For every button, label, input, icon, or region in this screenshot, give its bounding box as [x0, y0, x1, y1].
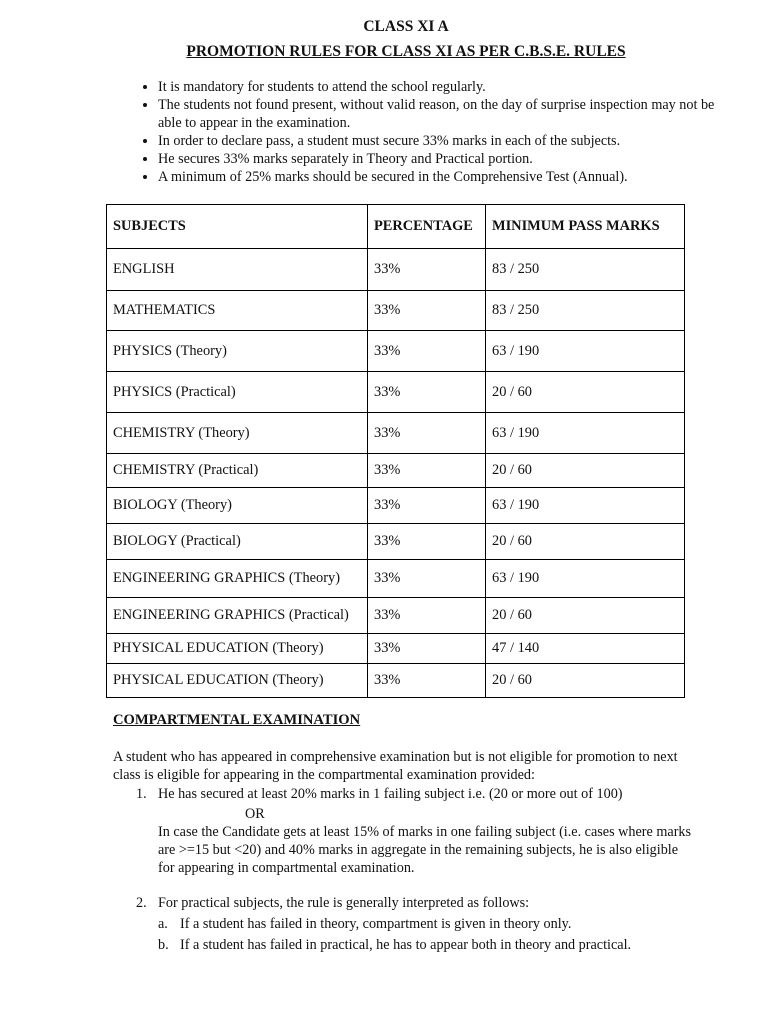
table-row [107, 372, 685, 413]
pass-marks-cell: 63 / 190 [486, 331, 685, 372]
pass-marks-table [106, 204, 685, 698]
subject-cell: PHYSICS (Practical) [107, 372, 368, 413]
pass-marks-cell: 20 / 60 [486, 664, 685, 698]
percentage-cell: 33% [368, 372, 486, 413]
item-number: 2. [136, 895, 147, 911]
page-subtitle: PROMOTION RULES FOR CLASS XI AS PER C.B.S.E. RULES [186, 43, 626, 60]
compartment-intro: A student who has appeared in comprehensive examination but is not eligible for promotion to next class is eligible for appearing in the compartmental examination provided: [113, 749, 678, 783]
page-title: CLASS XI A [363, 18, 449, 35]
subject-cell: ENGLISH [107, 249, 368, 291]
pass-marks-cell: 83 / 250 [486, 291, 685, 331]
pass-marks-cell: 63 / 190 [486, 560, 685, 598]
sub-item-label: b. [158, 937, 169, 953]
subject-cell: PHYSICAL EDUCATION (Theory) [107, 634, 368, 664]
sub-item-a [158, 915, 698, 933]
rule-item: • In order to declare pass, a student must secure 33% marks in each of the subjects. [158, 132, 728, 150]
subject-cell: CHEMISTRY (Practical) [107, 454, 368, 488]
percentage-cell: 33% [368, 249, 486, 291]
table-row [107, 488, 685, 524]
subject-cell: BIOLOGY (Theory) [107, 488, 368, 524]
table-row [107, 598, 685, 634]
subject-cell: ENGINEERING GRAPHICS (Practical) [107, 598, 368, 634]
header-percentage: PERCENTAGE [368, 205, 486, 249]
item-number: 1. [136, 786, 147, 802]
table-row [107, 331, 685, 372]
table-row [107, 413, 685, 454]
rule-item: • He secures 33% marks separately in Theory and Practical portion. [158, 150, 728, 168]
rule-item: • It is mandatory for students to attend the school regularly. [158, 78, 728, 96]
percentage-cell: 33% [368, 488, 486, 524]
percentage-cell: 33% [368, 664, 486, 698]
compartment-item-1-continued: In case the Candidate gets at least 15% of marks in one failing subject (i.e. cases where marks are >=15 but <20) and 40% marks in aggregate in the remaining subjects, he is also eligible for appearing in compartmental examination. [158, 824, 692, 876]
subject-cell: BIOLOGY (Practical) [107, 524, 368, 560]
pass-marks-cell: 20 / 60 [486, 372, 685, 413]
or-text: OR [245, 806, 265, 822]
table-row [107, 454, 685, 488]
sub-item-text: If a student has failed in practical, he has to appear both in theory and practical. [180, 937, 632, 953]
rule-item: • The students not found present, without valid reason, on the day of surprise inspection may not be able to appear in the examination. [158, 96, 728, 132]
subject-cell: ENGINEERING GRAPHICS (Theory) [107, 560, 368, 598]
table-row [107, 560, 685, 598]
subject-cell: CHEMISTRY (Theory) [107, 413, 368, 454]
pass-marks-cell: 20 / 60 [486, 454, 685, 488]
percentage-cell: 33% [368, 560, 486, 598]
sub-item-text: If a student has failed in theory, compartment is given in theory only. [180, 916, 572, 932]
sub-item-b [158, 936, 698, 954]
subject-cell: MATHEMATICS [107, 291, 368, 331]
pass-marks-cell: 63 / 190 [486, 488, 685, 524]
rules-list [122, 78, 728, 186]
pass-marks-cell: 20 / 60 [486, 524, 685, 560]
pass-marks-cell: 47 / 140 [486, 634, 685, 664]
compartment-item-1: He has secured at least 20% marks in 1 failing subject i.e. (20 or more out of 100) [158, 786, 623, 802]
header-subjects: SUBJECTS [107, 205, 368, 249]
pass-marks-cell: 20 / 60 [486, 598, 685, 634]
subject-cell: PHYSICS (Theory) [107, 331, 368, 372]
table-row [107, 524, 685, 560]
percentage-cell: 33% [368, 291, 486, 331]
percentage-cell: 33% [368, 598, 486, 634]
table-row [107, 634, 685, 664]
compartment-heading: COMPARTMENTAL EXAMINATION [113, 712, 361, 728]
percentage-cell: 33% [368, 331, 486, 372]
percentage-cell: 33% [368, 634, 486, 664]
subject-cell: PHYSICAL EDUCATION (Theory) [107, 664, 368, 698]
rule-item: • A minimum of 25% marks should be secured in the Comprehensive Test (Annual). [158, 168, 728, 186]
pass-marks-cell: 63 / 190 [486, 413, 685, 454]
compartment-item-2: For practical subjects, the rule is generally interpreted as follows: [158, 895, 530, 911]
table-row [107, 291, 685, 331]
percentage-cell: 33% [368, 524, 486, 560]
header-min-pass-marks: MINIMUM PASS MARKS [486, 205, 685, 249]
pass-marks-cell: 83 / 250 [486, 249, 685, 291]
table-row [107, 664, 685, 698]
sub-item-label: a. [158, 916, 168, 932]
table-row [107, 249, 685, 291]
percentage-cell: 33% [368, 413, 486, 454]
table-header-row [107, 205, 685, 249]
percentage-cell: 33% [368, 454, 486, 488]
